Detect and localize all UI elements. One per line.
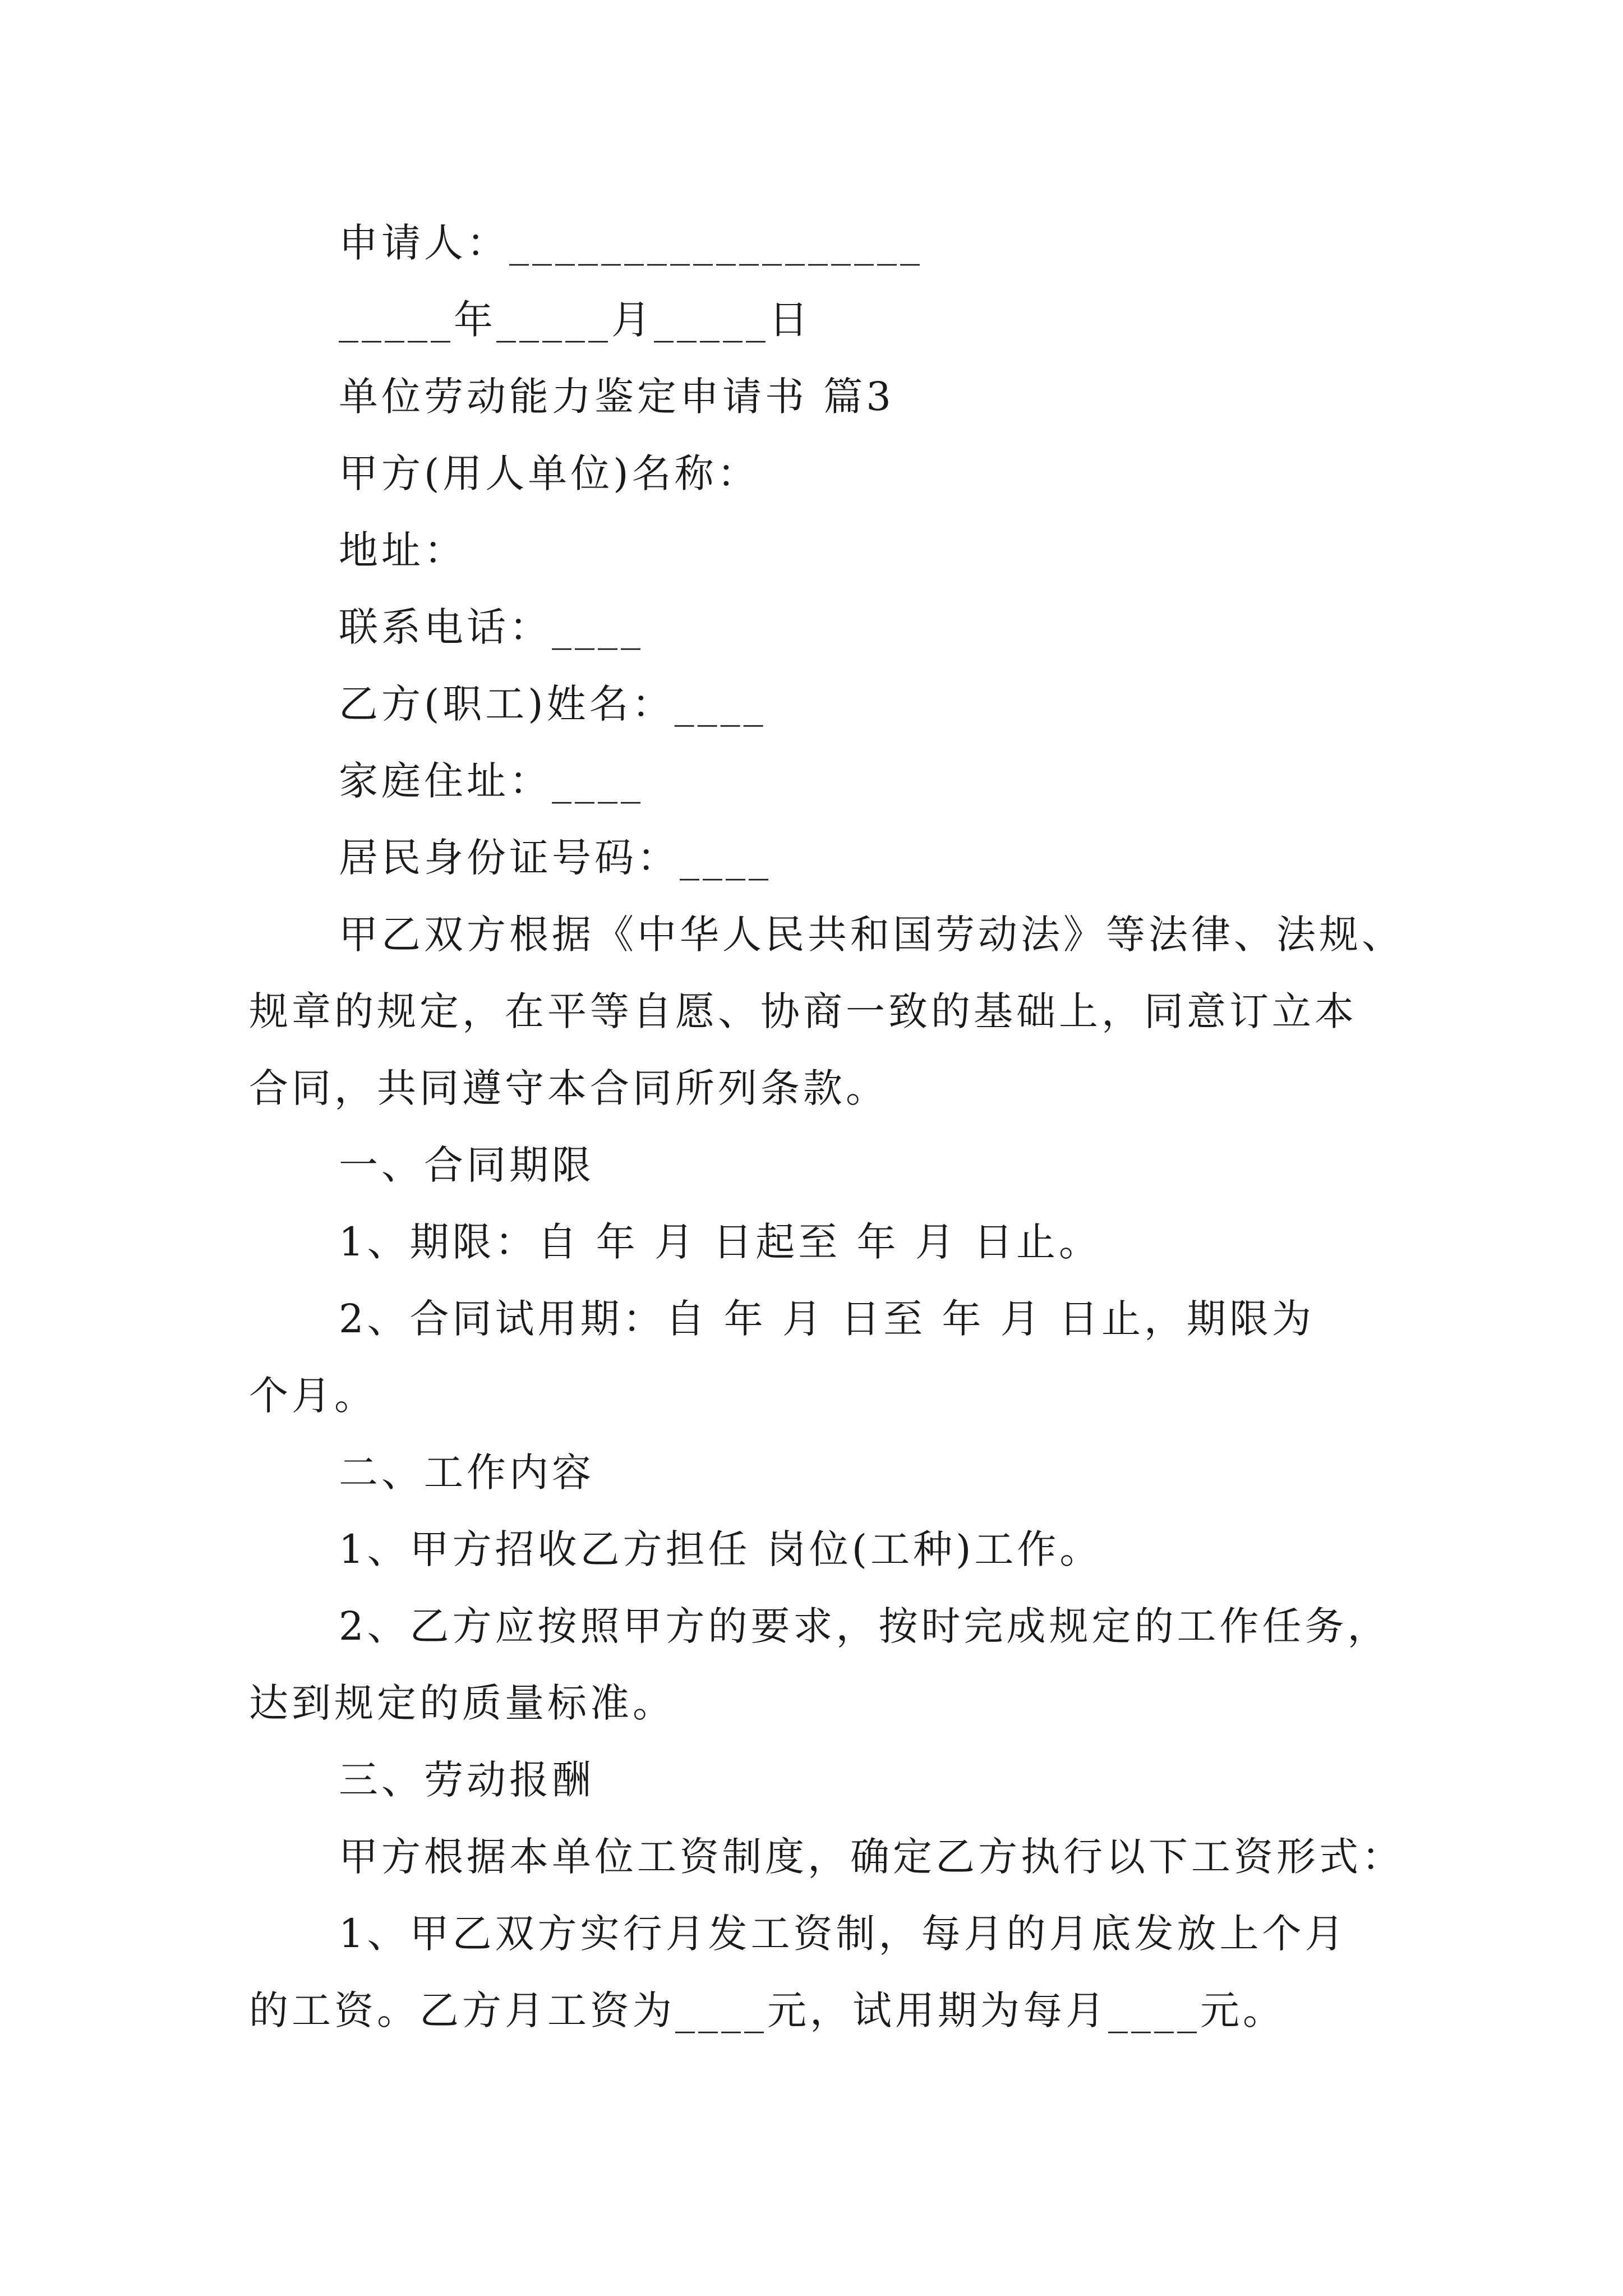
- clause-line: 2、合同试用期：自 年 月 日至 年 月 日止，期限为: [339, 1296, 1315, 1342]
- section-title: 单位劳动能力鉴定申请书 篇3: [339, 374, 895, 420]
- clause-line: 1、甲乙双方实行月发工资制，每月的月底发放上个月: [339, 1911, 1348, 1957]
- paragraph-line: 合同，共同遵守本合同所列条款。: [249, 1065, 888, 1111]
- clause-line: 的工资。乙方月工资为____元，试用期为每月____元。: [249, 1987, 1285, 2033]
- clause-line: 1、期限：自 年 月 日起至 年 月 日止。: [339, 1219, 1102, 1265]
- id-number-line: 居民身份证号码：____: [339, 835, 772, 881]
- address-line: 地址：: [339, 527, 467, 573]
- paragraph-line: 甲乙双方根据《中华人民共和国劳动法》等法律、法规、: [339, 912, 1404, 958]
- date-line: _____年_____月_____日: [339, 297, 811, 343]
- clause-line: 达到规定的质量标准。: [249, 1680, 675, 1726]
- home-address-line: 家庭住址：____: [339, 758, 644, 804]
- heading-contract-term: 一、合同期限: [339, 1142, 594, 1188]
- clause-line: 1、甲方招收乙方担任 岗位(工种)工作。: [339, 1526, 1103, 1572]
- paragraph-line: 甲方根据本单位工资制度，确定乙方执行以下工资形式：: [339, 1834, 1404, 1880]
- paragraph-line: 规章的规定，在平等自愿、协商一致的基础上，同意订立本: [249, 988, 1357, 1034]
- heading-work-content: 二、工作内容: [339, 1450, 594, 1496]
- party-b-name-line: 乙方(职工)姓名：____: [339, 681, 767, 727]
- applicant-line: 申请人：__________________: [339, 220, 923, 266]
- party-a-name-line: 甲方(用人单位)名称：: [339, 450, 760, 496]
- heading-remuneration: 三、劳动报酬: [339, 1757, 594, 1803]
- clause-line: 个月。: [249, 1373, 377, 1419]
- phone-line: 联系电话：____: [339, 604, 644, 650]
- clause-line: 2、乙方应按照甲方的要求，按时完成规定的工作任务，: [339, 1603, 1390, 1649]
